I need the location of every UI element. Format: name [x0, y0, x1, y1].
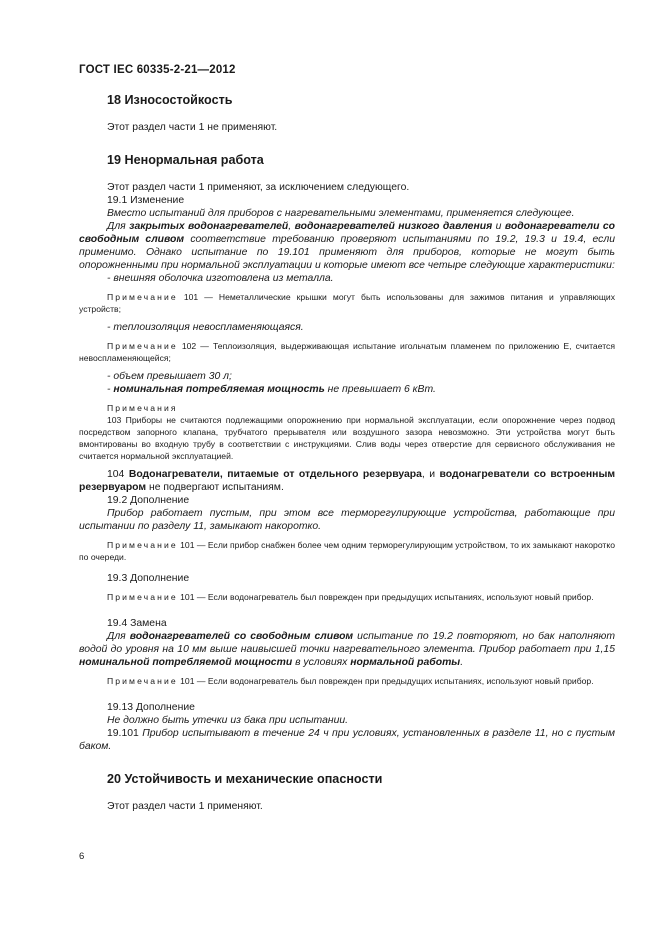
list-item-power: - номинальная потребляемая мощность не превышает 6 кВт. — [107, 384, 436, 395]
page-number: 6 — [79, 851, 85, 862]
note-19-4: Примечание 101 — Если водонагреватель был поврежден при предыдущих испытаниях, используют новый прибор. — [107, 676, 594, 686]
document-header: ГОСТ IEC 60335-2-21—2012 — [79, 64, 236, 76]
note-102: Примечание 102 — Теплоизоляция, выдерживающая испытание игольчатым пламенем по приложению Е, считается невоспламеняющейся; — [79, 341, 615, 363]
list-item-insulation: - теплоизоляция невоспламеняющаяся. — [107, 322, 304, 333]
clause-19-1-heading: 19.1 Изменение — [107, 195, 185, 206]
list-item-metal-enclosure: - внешняя оболочка изготовлена из металла. — [107, 273, 334, 284]
clause-19-1-text: Вместо испытаний для приборов с нагревательными элементами, применяется следующее. — [107, 208, 575, 219]
note-101: Примечание 101 — Неметаллические крышки могут быть использованы для зажимов питания и управляющих устройств; — [79, 292, 615, 314]
section-18-title: 18 Износостойкость — [107, 93, 233, 107]
note-103: 103 Приборы не считаются подлежащими опорожнению при нормальной эксплуатации, если опорожнение через подвод посредством запорного клапана, трубчатого прерывателя или воздушного зазора невозможно. Эти устройства могут быть вмонтированы во входную трубу в соответствии с инструкциями. Слив воды через отверстие для сервисного обслуживания не считается нормальной эксплуатацией. — [79, 415, 615, 461]
section-19-title: 19 Ненормальная работа — [107, 153, 264, 167]
section-20-text: Этот раздел части 1 применяют. — [107, 801, 263, 812]
note-19-2: Примечание 101 — Если прибор снабжен более чем одним терморегулирующим устройством, то их замыкают накоротко по очереди. — [79, 540, 615, 562]
clause-19-4-text: Для водонагревателей со свободным сливом испытание по 19.2 повторяют, но бак наполняют водой до уровня на 10 мм выше наивысшей точки нагревательного элемента. Прибор работает при 1,15 номинальной потребляемой мощности в условиях нормальной работы. — [79, 631, 615, 668]
clause-19-3-heading: 19.3 Дополнение — [107, 573, 190, 584]
section-19-intro: Этот раздел части 1 применяют, за исключением следующего. — [107, 182, 410, 193]
notes-heading: Примечания — [107, 403, 178, 413]
list-item-volume: - объем превышает 30 л; — [107, 371, 232, 382]
note-104: 104 Водонагреватели, питаемые от отдельного резервуара, и водонагреватели со встроенным резервуаром не подвергают испытаниям. — [79, 469, 616, 493]
clause-19-101: 19.101 Прибор испытывают в течение 24 ч при условиях, установленных в разделе 11, но с пустым баком. — [79, 728, 615, 752]
clause-19-2-heading: 19.2 Дополнение — [107, 495, 190, 506]
clause-19-4-heading: 19.4 Замена — [107, 618, 167, 629]
clause-19-13-text: Не должно быть утечки из бака при испытании. — [107, 715, 349, 726]
clause-19-13-heading: 19.13 Дополнение — [107, 702, 195, 713]
note-19-3: Примечание 101 — Если водонагреватель был поврежден при предыдущих испытаниях, используют новый прибор. — [107, 592, 594, 602]
clause-19-1-paragraph: Для закрытых водонагревателей, водонагревателей низкого давления и водонагреватели со свободным сливом соответствие требованию проверяют испытаниями по 19.2, 19.3 и 19.4, если применимо. Однако испытание по 19.101 применяют для приборов, которые не могут быть опорожненными при нормальной эксплуатации и которые имеют все четыре следующие характеристики: — [79, 221, 615, 271]
section-18-text: Этот раздел части 1 не применяют. — [107, 122, 278, 133]
document-page — [79, 64, 615, 813]
clause-19-2-text: Прибор работает пустым, при этом все терморегулирующие устройства, работающие при испытании по разделу 11, замыкают накоротко. — [79, 508, 615, 532]
section-20-title: 20 Устойчивость и механические опасности — [107, 772, 383, 786]
